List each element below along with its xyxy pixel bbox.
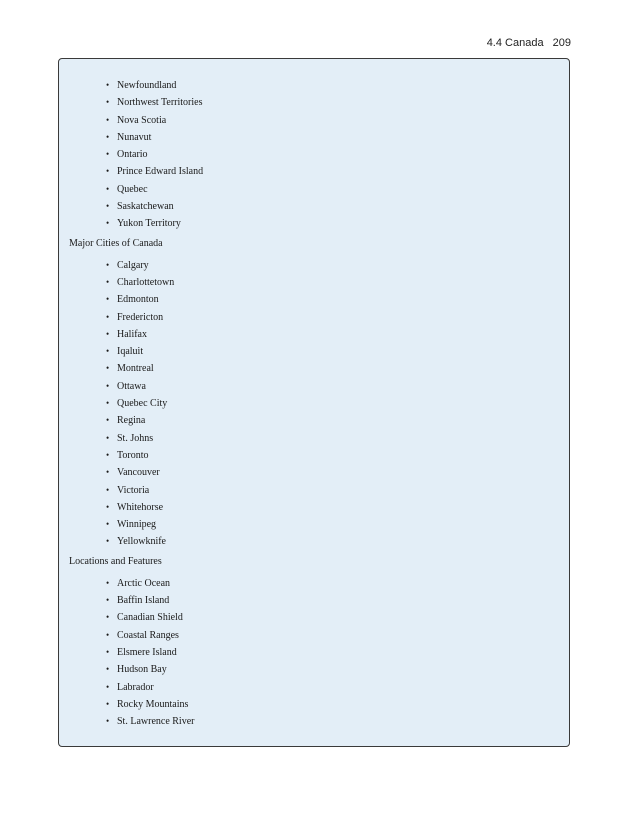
running-header (487, 37, 571, 49)
list-item (59, 395, 569, 412)
list-item-label: Rocky Mountains (117, 698, 189, 710)
bullet-icon: • (106, 259, 110, 270)
bullet-icon: • (106, 114, 110, 125)
list-item (59, 112, 569, 129)
page-number: 209 (552, 37, 571, 49)
bullet-icon: • (106, 218, 110, 229)
list-item (59, 592, 569, 609)
list-item (59, 309, 569, 326)
list-item-label: Northwest Territories (117, 97, 203, 109)
content-box (58, 58, 570, 747)
list-item (59, 482, 569, 499)
list-item-label: Nova Scotia (117, 114, 167, 126)
list-item-label: Winnipeg (117, 519, 157, 531)
list-item (59, 181, 569, 198)
bullet-icon: • (106, 432, 110, 443)
list-item-label: Nunavut (117, 131, 152, 143)
list-item (59, 291, 569, 308)
list-item (59, 146, 569, 163)
list-item-label: Toronto (117, 449, 149, 461)
bullet-icon: • (106, 519, 110, 530)
list-item-label: Yukon Territory (117, 218, 181, 230)
bullet-icon: • (106, 612, 110, 623)
list-item (59, 464, 569, 481)
list-item (59, 679, 569, 696)
list-item-label: Baffin Island (117, 595, 170, 607)
bullet-icon: • (106, 664, 110, 675)
list-item-label: Canadian Shield (117, 612, 183, 624)
list-item-label: Quebec City (117, 398, 168, 410)
bullet-icon: • (106, 328, 110, 339)
list-item (59, 696, 569, 713)
list-item-label: Iqaluit (117, 346, 144, 358)
list-item (59, 447, 569, 464)
list-item-label: Quebec (117, 183, 148, 195)
bullet-icon: • (106, 346, 110, 357)
list-item-label: Saskatchewan (117, 201, 174, 213)
list-item (59, 94, 569, 111)
bullet-icon: • (106, 577, 110, 588)
list-item-label: Arctic Ocean (117, 577, 171, 589)
list-item-label: Coastal Ranges (117, 629, 179, 641)
list-item-label: Elsmere Island (117, 646, 177, 658)
list-item (59, 343, 569, 360)
cities-section-title: Major Cities of Canada (69, 237, 163, 249)
list-item (59, 163, 569, 180)
bullet-icon: • (106, 97, 110, 108)
locations-section-title: Locations and Features (69, 555, 162, 567)
bullet-icon: • (106, 276, 110, 287)
provinces-list (59, 77, 569, 233)
list-item-label: Montreal (117, 363, 154, 375)
list-item-label: Vancouver (117, 467, 160, 479)
list-item (59, 129, 569, 146)
list-item (59, 713, 569, 730)
list-item-label: Whitehorse (117, 501, 164, 513)
list-item (59, 198, 569, 215)
list-item-label: Ontario (117, 149, 148, 161)
list-item-label: Calgary (117, 259, 149, 271)
list-item (59, 609, 569, 626)
bullet-icon: • (106, 380, 110, 391)
list-item-label: Fredericton (117, 311, 164, 323)
list-item (59, 533, 569, 550)
bullet-icon: • (106, 716, 110, 727)
bullet-icon: • (106, 311, 110, 322)
bullet-icon: • (106, 80, 110, 90)
bullet-icon: • (106, 415, 110, 426)
list-item (59, 360, 569, 377)
bullet-icon: • (106, 698, 110, 709)
list-item-label: St. Lawrence River (117, 716, 195, 728)
bullet-icon: • (106, 646, 110, 657)
list-item (59, 430, 569, 447)
bullet-icon: • (106, 131, 110, 142)
header-section-title: 4.4 Canada (486, 37, 544, 49)
list-item (59, 644, 569, 661)
list-item-label: Prince Edward Island (117, 166, 204, 178)
list-item (59, 77, 569, 94)
content-inner (59, 77, 569, 730)
bullet-icon: • (106, 595, 110, 606)
bullet-icon: • (106, 536, 110, 547)
list-item (59, 516, 569, 533)
bullet-icon: • (106, 183, 110, 194)
bullet-icon: • (106, 166, 110, 177)
list-item-label: Newfoundland (117, 80, 177, 91)
list-item-label: Yellowknife (117, 536, 166, 548)
list-item-label: Halifax (117, 328, 147, 340)
bullet-icon: • (106, 201, 110, 212)
list-item-label: Edmonton (117, 294, 159, 306)
bullet-icon: • (106, 398, 110, 409)
bullet-icon: • (106, 449, 110, 460)
list-item-label: Charlottetown (117, 276, 175, 288)
bullet-icon: • (106, 629, 110, 640)
bullet-icon: • (106, 681, 110, 692)
list-item (59, 257, 569, 274)
cities-list (59, 257, 569, 551)
list-item-label: St. Johns (117, 432, 154, 444)
list-item-label: Ottawa (117, 380, 146, 392)
list-item (59, 326, 569, 343)
list-item (59, 274, 569, 291)
list-item (59, 499, 569, 516)
bullet-icon: • (106, 467, 110, 478)
list-item-label: Regina (117, 415, 146, 427)
list-item (59, 575, 569, 592)
bullet-icon: • (106, 363, 110, 374)
list-item (59, 378, 569, 395)
list-item-label: Victoria (117, 484, 150, 496)
list-item (59, 412, 569, 429)
list-item (59, 627, 569, 644)
bullet-icon: • (106, 484, 110, 495)
bullet-icon: • (106, 149, 110, 160)
locations-list (59, 575, 569, 731)
bullet-icon: • (106, 501, 110, 512)
bullet-icon: • (106, 294, 110, 305)
list-item (59, 215, 569, 232)
list-item-label: Hudson Bay (117, 664, 167, 676)
list-item-label: Labrador (117, 681, 154, 693)
list-item (59, 661, 569, 678)
